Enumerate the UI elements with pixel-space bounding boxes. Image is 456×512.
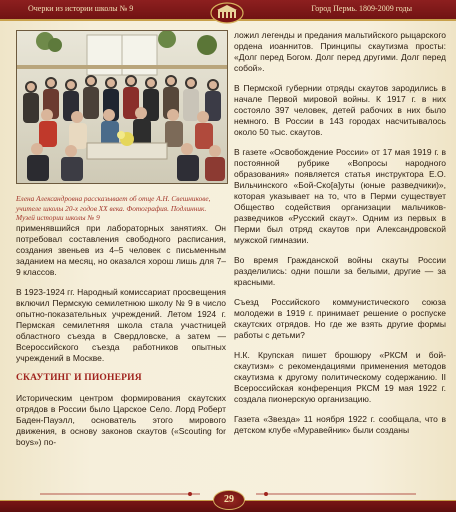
right-paragraph-3: В газете «Освобождение России» от 17 мая 1919 г. в постоянной рубрике «Вопросы народного образования» появляется статья инструктора Е.О. Вильчинского «Бой-Ско[а]уты (юные разведчики)», которая указывает на то, что в Перми существует Общество содействия организации мальчиков-разведчиков «Русский скаут». Одним из первых в Перми был отряд скаутов при Александровской мужской гимназии. — [234, 147, 446, 245]
right-paragraph-1: ложил легенды и предания мальтийского рыцарского ордена иоаннитов. Принципы скаутизма просты: «Долг перед Богом. Долг перед другими. Долг перед собой». — [234, 30, 446, 73]
group-photo-image — [17, 31, 227, 183]
left-paragraph-3: Историческим центром формирования скаутских отрядов в России было Царское Село. Лорд Роберт Баден-Пауэлл, основатель этого мирового движения, в основу законов скаутов («Scouting for boys») по- — [16, 392, 226, 447]
page-number: 29 — [213, 490, 245, 510]
header-right-title: Город Пермь. 1809-2009 годы — [311, 4, 412, 13]
left-paragraph-1: применявшийся при лабораторных занятиях. Он потребовал составления свободного расписания, создания звеньев из 4–5 человек с письменным заданием на месяц, но оказался хорош лишь для 7–9 классов. — [16, 222, 226, 277]
right-paragraph-6: Н.К. Крупская пишет брошюру «РКСМ и бой-скаутизм» с рекомендациями применения методов скаутизма к другому политическому содержанию. II Всероссийская конференция РКСМ 19 мая 1922 г. создала пионерскую организацию. — [234, 350, 446, 404]
group-photo — [16, 30, 228, 184]
left-paragraph-2: В 1923-1924 гг. Народный комиссариат просвещения включил Пермскую семилетнюю школу № 9 в число опытно-показательных учреждений. Летом 1924 г. Пермская семилетняя школа стала участницей областного съезда в Свердловске, а затем — Всероссийского съезда работников опытных учреждений в Москве. — [16, 286, 226, 363]
right-paragraph-4: Во время Гражданской войны скауты России разделились: одни пошли за белыми, другие — за красными. — [234, 255, 446, 287]
section-title: СКАУТИНГ И ПИОНЕРИЯ — [16, 372, 142, 383]
right-paragraph-7: Газета «Звезда» 11 ноября 1922 г. сообщала, что в детском клубе «Муравейник» были созданы — [234, 414, 446, 435]
right-column — [234, 30, 446, 445]
footer-ornament-left — [40, 490, 200, 498]
footer-ornament-right — [256, 490, 416, 498]
right-paragraph-5: Съезд Российского коммунистического союза молодежи в 1919 г. принимает решение о роспуске скаутских отрядов. Но где же взять другие формы работы с детьми? — [234, 297, 446, 340]
left-column — [16, 40, 226, 457]
photo-caption: Елена Александровна рассказывает об отце А.Н. Свешникове, учителе школы 20-х годов XX века. Фотография. Подлинник. Музей истории школы № 9 — [16, 194, 211, 223]
header-left-title: Очерки из истории школы № 9 — [28, 4, 134, 13]
school-emblem-icon — [210, 2, 244, 24]
right-paragraph-2: В Пермской губернии отряды скаутов зародились в начале Первой мировой войны. К 1917 г. в них состояло 397 человек, детей рабочих в них было немного. В России в 143 городах насчитывалось около 50 тыс. скаутов. — [234, 83, 446, 137]
